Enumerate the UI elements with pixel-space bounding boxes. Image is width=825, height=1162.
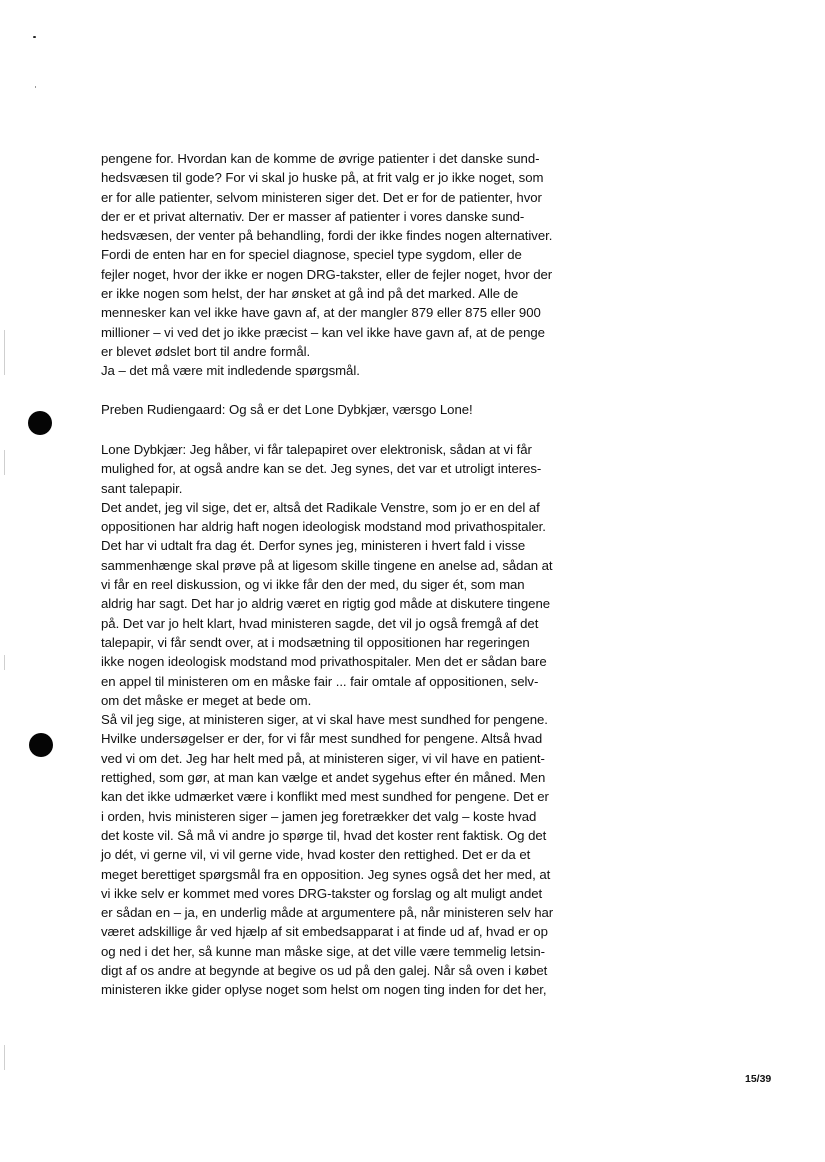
punch-hole [29,733,53,757]
scan-speck [35,86,36,88]
text-line: meget berettiget spørgsmål fra en opposition. Jeg synes også det her med, at [101,866,551,882]
text-line: og ned i det her, så kunne man måske sige, at det ville være temmelig letsin- [101,943,546,959]
scan-speck [33,36,36,38]
text-line: vi får en reel diskussion, og vi ikke får den der med, du siger ét, som man [101,577,525,593]
text-line: er for alle patienter, selvom ministeren siger det. Det er for de patienter, hvor [101,189,542,205]
paragraph-minister-question [101,149,587,381]
text-line: millioner – vi ved det jo ikke præcist – kan vel ikke have gavn af, at de penge [101,324,545,340]
text-line: Det andet, jeg vil sige, det er, altså det Radikale Venstre, som jo er en del af [101,499,540,515]
text-line: ved vi om det. Jeg har helt med på, at ministeren siger, vi vil have en patient- [101,750,545,766]
scan-edge-mark [4,450,5,475]
page-number: 15/39 [745,1073,772,1085]
text-line: pengene for. Hvordan kan de komme de øvrige patienter i det danske sund- [101,151,540,166]
text-line: rettighed, som gør, at man kan vælge et andet sygehus efter én måned. Men [101,770,546,786]
punch-hole [28,411,52,435]
text-line: jo dét, vi gerne vil, vi vil gerne vide, hvad koster den rettighed. Det er da et [101,847,531,863]
scan-edge-mark [4,330,5,375]
text-line: Ja – det må være mit indledende spørgsmål. [101,363,360,379]
text-line: aldrig har sagt. Det har jo aldrig været en rigtig god måde at diskutere tingene [101,596,551,612]
text-line: der er et privat alternativ. Der er masser af patienter i vores danske sund- [101,208,525,224]
text-line: om det måske er meget at bede om. [101,692,312,708]
text-line: Hvilke undersøgelser er der, for vi får mest sundhed for pengene. Altså hvad [101,731,543,747]
text-line: sammenhænge skal prøve på at ligesom skille tingene en anelse ad, sådan at [101,557,553,573]
text-line: Lone Dybkjær: Jeg håber, vi får talepapiret over elektronisk, sådan at vi får [101,442,532,457]
scan-edge-mark [4,1045,5,1070]
scan-edge-mark [4,655,5,670]
text-line: Så vil jeg sige, at ministeren siger, at vi skal have mest sundhed for pengene. [101,712,548,728]
text-line: hedsvæsen, der venter på behandling, fordi der ikke findes nogen alternativer. [101,228,553,244]
text-line: fejler noget, hvor der ikke er nogen DRG-takster, eller de fejler noget, hvor der [101,266,553,282]
text-line: talepapir, vi får sendt over, at i modsætning til oppositionen har regeringen [101,634,530,650]
text-line: oppositionen har aldrig haft nogen ideologisk modstand mod privathospitaler. [101,519,546,535]
text-line: i orden, hvis ministeren siger – jamen jeg foretrækker det valg – koste hvad [101,808,537,824]
text-line: er ikke nogen som helst, der har ønsket at gå ind på det marked. Alle de [101,286,519,302]
text-line: Det har vi udtalt fra dag ét. Derfor synes jeg, ministeren i hvert fald i visse [101,538,526,554]
paragraph-chair-remark [101,400,587,419]
text-line: Fordi de enten har en for speciel diagnose, speciel type sygdom, eller de [101,247,522,263]
text-line: på. Det var jo helt klart, hvad ministeren sagde, det vil jo også fremgå af det [101,615,539,631]
text-line: mennesker kan vel ikke have gavn af, at der mangler 879 eller 875 eller 900 [101,305,541,321]
text-line: digt af os andre at begynde at begive os ud på den galej. Når så oven i købet [101,963,548,979]
text-line: været adskillige år ved hjælp af sit embedsapparat i at finde ud af, hvad er op [101,924,548,940]
text-line: ministeren ikke gider oplyse noget som helst om nogen ting inden for det her, [101,982,547,998]
text-line: Preben Rudiengaard: Og så er det Lone Dybkjær, værsgo Lone! [101,402,473,417]
text-line: kan det ikke udmærket være i konflikt med mest sundhed for pengene. Det er [101,789,549,805]
text-line: ikke nogen ideologisk modstand mod privathospitaler. Men det er sådan bare [101,654,547,670]
text-line: sant talepapir. [101,480,183,496]
text-line: er blevet ødslet bort til andre formål. [101,343,311,359]
text-line: vi ikke selv er kommet med vores DRG-takster og forslag og alt muligt andet [101,885,543,901]
paragraph-lone-dybkjaer [101,440,587,1000]
text-line: en appel til ministeren om en måske fair ... fair omtale af oppositionen, selv- [101,673,539,689]
text-line: mulighed for, at også andre kan se det. Jeg synes, det var et utroligt interes- [101,461,542,477]
text-line: er sådan en – ja, en underlig måde at argumentere på, når ministeren selv har [101,905,554,921]
text-line: det koste vil. Så må vi andre jo spørge til, hvad det koster rent faktisk. Og det [101,827,547,843]
text-line: hedsvæsen til gode? For vi skal jo huske på, at frit valg er jo ikke noget, som [101,170,544,186]
